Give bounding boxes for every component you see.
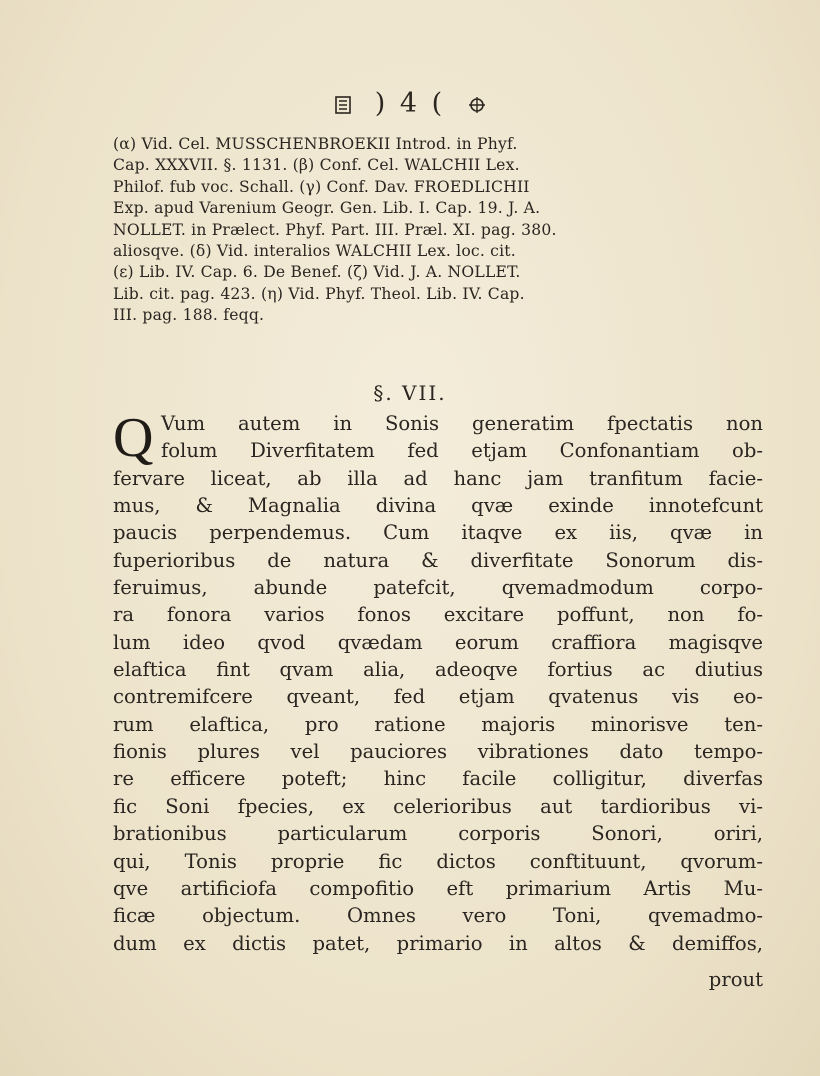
footnote-line: Exp. apud Varenium Geogr. Gen. Lib. I. Cap. 19. J. A. — [113, 199, 541, 218]
footnotes-block — [113, 134, 763, 327]
text-line: rum elaftica, pro ratione majoris minorisve ten- — [113, 712, 763, 736]
text-line: fuperioribus de natura & diverfitate Sonorum dis- — [113, 548, 763, 572]
catchword: prout — [708, 968, 763, 991]
footnote-line: Lib. cit. pag. 423. (η) Vid. Phyf. Theol. Lib. IV. Cap. — [113, 284, 525, 303]
text-line: Vum autem in Sonis generatim fpectatis non — [161, 412, 763, 435]
text-line: lum ideo qvod qvædam eorum craffiora magisqve — [113, 630, 763, 654]
text-line: brationibus particularum corporis Sonori, oriri, — [113, 822, 763, 846]
footnote-line: Cap. XXXVII. §. 1131. (β) Conf. Cel. WALCHII Lex. — [113, 156, 520, 175]
page-header — [0, 88, 820, 119]
text-line: dum ex dictis patet, primario in altos & demiffos, — [113, 931, 763, 955]
section-heading: §. VII. — [373, 381, 447, 405]
footnote-line: (ε) Lib. IV. Cap. 6. De Benef. (ζ) Vid. J. A. NOLLET. — [113, 263, 521, 282]
page-number: ) 4 ( — [374, 88, 446, 119]
drop-cap: Q — [113, 407, 154, 469]
body-paragraph — [113, 407, 763, 957]
text-line: elaftica fint qvam alia, adeoqve fortius ac diutius — [113, 658, 763, 682]
text-line: fervare liceat, ab illa ad hanc jam tranfitum facie- — [113, 466, 763, 490]
footnote-line: (α) Vid. Cel. MUSSCHENBROEKII Introd. in Phyf. — [113, 135, 518, 153]
text-line: fionis plures vel pauciores vibrationes dato tempo- — [113, 740, 763, 764]
text-line: contremifcere qveant, fed etjam qvatenus vis eo- — [113, 685, 763, 709]
text-line: feruimus, abunde patefcit, qvemadmodum corpo- — [113, 576, 763, 600]
text-line: ra fonora varios fonos excitare poffunt, non fo- — [113, 603, 763, 627]
text-line: qui, Tonis proprie fic dictos conftituunt, qvorum- — [113, 849, 763, 873]
footnote-line: aliosqve. (δ) Vid. interalios WALCHII Lex. loc. cit. — [113, 241, 516, 260]
footnote-line: III. pag. 188. feqq. — [113, 306, 265, 325]
text-line: re efficere poteft; hinc facile colligitur, diverfas — [113, 767, 763, 791]
text-line: paucis perpendemus. Cum itaqve ex iis, qvæ in — [113, 521, 763, 545]
footnote-line: NOLLET. in Prælect. Phyf. Part. III. Præl. XI. pag. 380. — [113, 220, 557, 239]
text-line: qve artificiofa compofitio eft primarium Artis Mu- — [113, 876, 763, 900]
text-line: mus, & Magnalia divina qvæ exinde innotefcunt — [113, 494, 763, 518]
text-line: fic Soni fpecies, ex celerioribus aut tardioribus vi- — [113, 794, 763, 818]
ornament-icon — [467, 91, 487, 111]
text-line: ficæ objectum. Omnes vero Toni, qvemadmo- — [113, 904, 763, 928]
text-line: folum Diverfitatem fed etjam Confonantiam ob- — [161, 439, 763, 463]
footnote-line: Philof. fub voc. Schall. (γ) Conf. Dav. FROEDLICHII — [113, 177, 530, 196]
ornament-icon — [333, 91, 353, 111]
